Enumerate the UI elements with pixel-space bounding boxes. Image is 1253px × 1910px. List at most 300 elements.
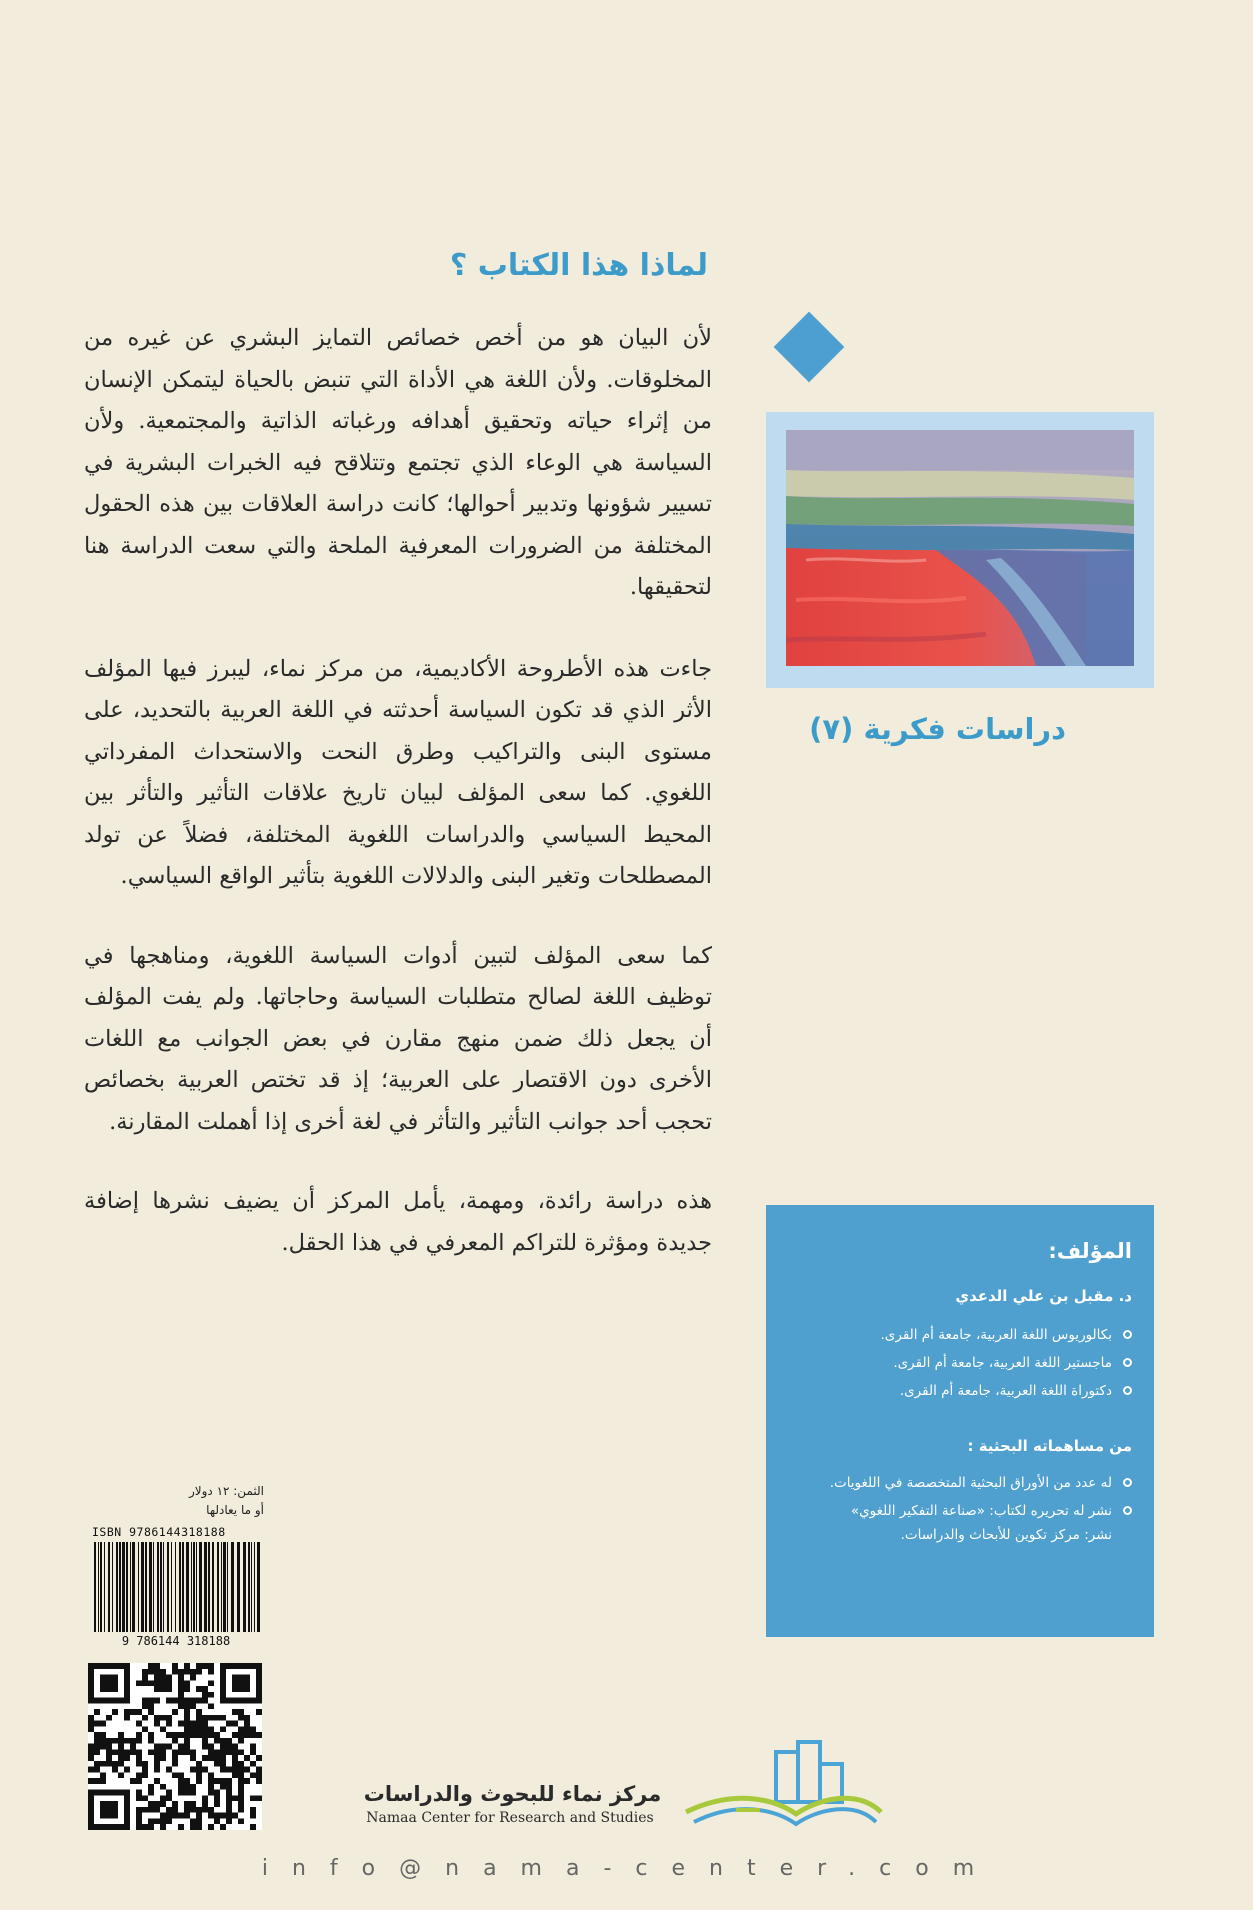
author-panel <box>766 1205 1154 1637</box>
qr-module <box>202 1795 208 1801</box>
barcode-bar <box>112 1542 113 1634</box>
qr-module <box>142 1715 148 1721</box>
qr-module <box>166 1744 172 1750</box>
qr-module <box>238 1726 244 1732</box>
qr-module <box>232 1795 238 1801</box>
qr-module <box>250 1726 256 1732</box>
qr-module <box>136 1680 142 1686</box>
qr-module <box>244 1721 250 1727</box>
qr-module <box>118 1744 124 1750</box>
qr-module <box>160 1744 166 1750</box>
qr-module <box>208 1790 214 1796</box>
qr-module <box>250 1807 256 1813</box>
qr-module <box>190 1703 196 1709</box>
qr-module <box>124 1715 130 1721</box>
barcode-bar <box>248 1542 250 1634</box>
qr-module <box>160 1801 166 1807</box>
bullet-icon <box>1123 1358 1132 1367</box>
qr-module <box>136 1732 142 1738</box>
qr-module <box>202 1767 208 1773</box>
barcode-bar <box>237 1542 240 1634</box>
qr-module <box>196 1824 202 1830</box>
qr-module <box>238 1761 244 1767</box>
qr-module <box>184 1784 190 1790</box>
qr-module <box>208 1813 214 1819</box>
qr-module <box>142 1675 148 1681</box>
qr-module <box>148 1801 154 1807</box>
publisher-logo-icon <box>676 1740 886 1834</box>
qr-module <box>244 1778 250 1784</box>
section-title: لماذا هذا الكتاب ؟ <box>449 248 708 283</box>
qr-module <box>208 1755 214 1761</box>
qr-module <box>238 1738 244 1744</box>
qr-module <box>154 1767 160 1773</box>
barcode-bar <box>98 1542 99 1634</box>
qr-module <box>226 1738 232 1744</box>
barcode-bar <box>149 1542 152 1634</box>
qr-module <box>250 1732 256 1738</box>
qr-module <box>88 1755 94 1761</box>
qr-module <box>232 1744 238 1750</box>
qr-module <box>178 1813 184 1819</box>
description-paragraph: لأن البيان هو من أخص خصائص التمايز البشري عن غيره من المخلوقات. ولأن اللغة هي الأداة التي تنبض بالحياة ليتمكن الإنسان من إثراء حياته وتحقيق أهدافه ورغباته الذاتية والمجتمعية. ولأن السياسة هي الوعاء الذي تجتمع وتتلاقح فيه الخبرات البشرية في تسيير شؤونها وتدبير أحوالها؛ كانت دراسة العلاقات بين هذه الحقول المختلفة من الضرورات المعرفية الملحة والتي سعت الدراسة هنا لتحقيقها. <box>84 325 712 600</box>
qr-module <box>238 1778 244 1784</box>
qr-module <box>226 1818 232 1824</box>
qr-module <box>226 1784 232 1790</box>
qr-module <box>214 1790 220 1796</box>
qr-module <box>148 1824 154 1830</box>
qr-module <box>250 1749 256 1755</box>
qr-module <box>124 1709 130 1715</box>
qr-module <box>172 1807 178 1813</box>
barcode-bar <box>167 1542 169 1634</box>
degrees-list <box>784 1327 1132 1399</box>
barcode-bar <box>94 1542 96 1634</box>
qr-module <box>256 1755 262 1761</box>
qr-module <box>232 1761 238 1767</box>
qr-module <box>148 1698 154 1704</box>
qr-module <box>208 1715 214 1721</box>
qr-module <box>238 1767 244 1773</box>
qr-module <box>220 1761 226 1767</box>
qr-module <box>238 1715 244 1721</box>
qr-module <box>112 1767 118 1773</box>
publisher-name-english: Namaa Center for Research and Studies <box>366 1810 654 1826</box>
qr-module <box>112 1761 118 1767</box>
qr-module <box>226 1795 232 1801</box>
qr-module <box>106 1738 112 1744</box>
abstract-painting-image <box>786 430 1134 666</box>
degree-item: دكتوراة اللغة العربية، جامعة أم القرى. <box>784 1383 1132 1399</box>
qr-module <box>184 1715 190 1721</box>
qr-module <box>250 1824 256 1830</box>
qr-module <box>196 1778 202 1784</box>
qr-module <box>178 1732 184 1738</box>
qr-module <box>220 1784 226 1790</box>
qr-module <box>100 1778 106 1784</box>
barcode-bar <box>212 1542 214 1634</box>
qr-module <box>214 1795 220 1801</box>
qr-module <box>226 1801 232 1807</box>
barcode-bar <box>243 1542 246 1634</box>
qr-module <box>232 1767 238 1773</box>
qr-module <box>226 1744 232 1750</box>
qr-module <box>172 1732 178 1738</box>
qr-module <box>190 1675 196 1681</box>
qr-module <box>244 1726 250 1732</box>
qr-module <box>142 1824 148 1830</box>
qr-module <box>148 1663 154 1669</box>
qr-module <box>190 1784 196 1790</box>
qr-module <box>190 1824 196 1830</box>
qr-module <box>154 1801 160 1807</box>
qr-module <box>196 1767 202 1773</box>
qr-module <box>208 1749 214 1755</box>
qr-module <box>214 1738 220 1744</box>
qr-module <box>196 1732 202 1738</box>
bullet-icon <box>1123 1478 1132 1487</box>
qr-module <box>172 1738 178 1744</box>
qr-module <box>172 1813 178 1819</box>
qr-module <box>148 1680 154 1686</box>
qr-module <box>124 1755 130 1761</box>
qr-module <box>118 1749 124 1755</box>
qr-module <box>130 1738 136 1744</box>
barcode-bar <box>196 1542 197 1634</box>
qr-module <box>238 1732 244 1738</box>
qr-module <box>142 1698 148 1704</box>
qr-module <box>202 1755 208 1761</box>
qr-module <box>154 1675 160 1681</box>
qr-module <box>88 1721 94 1727</box>
qr-module <box>130 1749 136 1755</box>
barcode-bar <box>257 1542 260 1634</box>
qr-module <box>220 1824 226 1830</box>
qr-module <box>160 1749 166 1755</box>
qr-module <box>256 1709 262 1715</box>
qr-module <box>106 1749 112 1755</box>
qr-module <box>178 1744 184 1750</box>
qr-module <box>172 1801 178 1807</box>
qr-module <box>178 1698 184 1704</box>
qr-module <box>244 1767 250 1773</box>
qr-module <box>166 1732 172 1738</box>
qr-module <box>250 1772 256 1778</box>
qr-module <box>106 1761 112 1767</box>
qr-module <box>118 1732 124 1738</box>
qr-module <box>196 1813 202 1819</box>
barcode-bar <box>119 1542 121 1634</box>
description-paragraph: كما سعى المؤلف لتبين أدوات السياسة اللغوية، ومناهجها في توظيف اللغة لصالح متطلبات السياسة وحاجاتها. ولم يفت المؤلف أن يجعل ذلك ضمن منهج مقارن في بعض الجوانب مع اللغات الأخرى دون الاقتصار على العربية؛ إذ قد تختص العربية بخصائص تحجب أحد جوانب التأثير والتأثر في لغة أخرى إذا أهملت المقارنة. <box>84 942 712 1135</box>
qr-module <box>94 1744 100 1750</box>
description-paragraph: هذه دراسة رائدة، ومهمة، يأمل المركز أن يضيف نشرها إضافة جديدة ومؤثرة للتراكم المعرفي في هذا الحقل. <box>84 1188 712 1256</box>
qr-module <box>154 1744 160 1750</box>
qr-finder-pattern <box>100 1675 118 1692</box>
qr-module <box>232 1772 238 1778</box>
barcode-bar <box>223 1542 226 1634</box>
barcode-bar <box>126 1542 128 1634</box>
description-body <box>84 318 712 1304</box>
qr-module <box>154 1755 160 1761</box>
qr-module <box>184 1698 190 1704</box>
barcode-bar <box>145 1542 147 1634</box>
qr-module <box>112 1738 118 1744</box>
qr-module <box>178 1772 184 1778</box>
qr-module <box>124 1749 130 1755</box>
barcode-bar <box>163 1542 164 1634</box>
qr-module <box>196 1818 202 1824</box>
qr-module <box>190 1801 196 1807</box>
qr-module <box>100 1761 106 1767</box>
qr-module <box>142 1795 148 1801</box>
qr-module <box>166 1790 172 1796</box>
qr-module <box>250 1795 256 1801</box>
qr-module <box>160 1686 166 1692</box>
price-equivalent: أو ما يعادلها <box>206 1503 264 1517</box>
qr-module <box>238 1801 244 1807</box>
qr-module <box>190 1669 196 1675</box>
qr-module <box>154 1715 160 1721</box>
qr-module <box>136 1721 142 1727</box>
qr-module <box>232 1749 238 1755</box>
qr-module <box>166 1680 172 1686</box>
qr-module <box>136 1795 142 1801</box>
qr-module <box>184 1744 190 1750</box>
qr-module <box>154 1686 160 1692</box>
qr-module <box>184 1726 190 1732</box>
author-name: د. مقبل بن علي الدعدي <box>955 1287 1132 1305</box>
qr-module <box>202 1692 208 1698</box>
qr-module <box>160 1813 166 1819</box>
qr-module <box>238 1709 244 1715</box>
qr-module <box>184 1686 190 1692</box>
qr-module <box>226 1767 232 1773</box>
qr-module <box>112 1749 118 1755</box>
barcode-bar <box>221 1542 222 1634</box>
qr-module <box>256 1772 262 1778</box>
qr-module <box>256 1732 262 1738</box>
qr-module <box>232 1709 238 1715</box>
contribution-publisher: نشر: مركز تكوين للأبحاث والدراسات. <box>900 1527 1112 1543</box>
qr-module <box>226 1749 232 1755</box>
qr-module <box>172 1663 178 1669</box>
qr-module <box>148 1790 154 1796</box>
qr-module <box>154 1807 160 1813</box>
barcode-bar <box>157 1542 159 1634</box>
qr-module <box>178 1824 184 1830</box>
qr-module <box>226 1807 232 1813</box>
publisher-name-arabic: مركز نماء للبحوث والدراسات <box>363 1782 662 1806</box>
qr-module <box>238 1772 244 1778</box>
qr-module <box>154 1721 160 1727</box>
qr-module <box>154 1663 160 1669</box>
qr-module <box>112 1709 118 1715</box>
qr-module <box>190 1721 196 1727</box>
qr-module <box>214 1801 220 1807</box>
qr-module <box>202 1715 208 1721</box>
contributions-heading: من مساهماته البحثية : <box>967 1437 1132 1455</box>
isbn-text: ISBN 9786144318188 <box>92 1525 226 1539</box>
qr-module <box>166 1795 172 1801</box>
qr-module <box>226 1778 232 1784</box>
contributions-list <box>784 1475 1132 1519</box>
qr-module <box>208 1732 214 1738</box>
barcode-bar <box>132 1542 135 1634</box>
qr-module <box>148 1784 154 1790</box>
contact-email: info@nama-center.com <box>261 1856 999 1881</box>
qr-module <box>94 1749 100 1755</box>
diamond-ornament-icon <box>774 312 845 383</box>
qr-module <box>220 1744 226 1750</box>
qr-module <box>172 1772 178 1778</box>
qr-module <box>160 1755 166 1761</box>
qr-module <box>172 1761 178 1767</box>
qr-module <box>244 1732 250 1738</box>
qr-module <box>130 1709 136 1715</box>
qr-module <box>136 1778 142 1784</box>
barcode <box>88 1542 264 1648</box>
bullet-icon <box>1123 1506 1132 1515</box>
qr-module <box>136 1761 142 1767</box>
qr-module <box>88 1726 94 1732</box>
qr-module <box>88 1744 94 1750</box>
qr-module <box>220 1738 226 1744</box>
barcode-bar <box>204 1542 207 1634</box>
qr-module <box>196 1663 202 1669</box>
qr-module <box>118 1761 124 1767</box>
qr-module <box>184 1703 190 1709</box>
qr-module <box>184 1680 190 1686</box>
barcode-bar <box>251 1542 252 1634</box>
qr-module <box>202 1686 208 1692</box>
qr-module <box>178 1721 184 1727</box>
qr-module <box>88 1778 94 1784</box>
qr-module <box>166 1767 172 1773</box>
qr-module <box>178 1784 184 1790</box>
qr-module <box>142 1807 148 1813</box>
qr-module <box>154 1761 160 1767</box>
qr-module <box>130 1778 136 1784</box>
qr-module <box>190 1790 196 1796</box>
qr-module <box>190 1732 196 1738</box>
qr-module <box>196 1686 202 1692</box>
qr-module <box>208 1726 214 1732</box>
qr-finder-pattern <box>232 1675 250 1692</box>
qr-module <box>106 1715 112 1721</box>
qr-module <box>196 1807 202 1813</box>
qr-module <box>178 1778 184 1784</box>
qr-module <box>256 1778 262 1784</box>
qr-module <box>154 1818 160 1824</box>
qr-module <box>208 1703 214 1709</box>
qr-module <box>178 1692 184 1698</box>
qr-module <box>100 1721 106 1727</box>
barcode-bar <box>186 1542 189 1634</box>
qr-module <box>166 1686 172 1692</box>
qr-module <box>136 1790 142 1796</box>
qr-module <box>184 1738 190 1744</box>
qr-module <box>124 1738 130 1744</box>
qr-module <box>208 1692 214 1698</box>
qr-module <box>208 1807 214 1813</box>
qr-module <box>94 1767 100 1773</box>
qr-module <box>226 1790 232 1796</box>
qr-module <box>196 1698 202 1704</box>
qr-module <box>190 1726 196 1732</box>
qr-module <box>118 1772 124 1778</box>
qr-module <box>214 1755 220 1761</box>
barcode-bar <box>153 1542 154 1634</box>
series-label: دراسات فكرية (٧) <box>809 712 1066 746</box>
qr-module <box>202 1744 208 1750</box>
qr-module <box>196 1721 202 1727</box>
qr-module <box>208 1778 214 1784</box>
qr-module <box>208 1772 214 1778</box>
bullet-icon <box>1123 1330 1132 1339</box>
qr-module <box>178 1703 184 1709</box>
qr-module <box>160 1824 166 1830</box>
qr-module <box>184 1709 190 1715</box>
barcode-bar <box>179 1542 181 1634</box>
qr-module <box>244 1715 250 1721</box>
qr-module <box>172 1669 178 1675</box>
qr-module <box>232 1813 238 1819</box>
qr-module <box>166 1675 172 1681</box>
qr-module <box>196 1761 202 1767</box>
qr-module <box>178 1790 184 1796</box>
qr-module <box>250 1744 256 1750</box>
qr-module <box>190 1698 196 1704</box>
qr-module <box>178 1686 184 1692</box>
qr-module <box>250 1813 256 1819</box>
barcode-bar <box>138 1542 139 1634</box>
qr-module <box>136 1824 142 1830</box>
qr-module <box>184 1790 190 1796</box>
barcode-bar <box>160 1542 162 1634</box>
barcode-bar <box>254 1542 255 1634</box>
qr-module <box>220 1715 226 1721</box>
qr-module <box>94 1732 100 1738</box>
qr-module <box>238 1784 244 1790</box>
qr-module <box>124 1767 130 1773</box>
qr-module <box>220 1755 226 1761</box>
barcode-bar <box>199 1542 202 1634</box>
qr-module <box>190 1749 196 1755</box>
qr-module <box>184 1721 190 1727</box>
qr-module <box>226 1721 232 1727</box>
qr-module <box>136 1738 142 1744</box>
qr-module <box>220 1749 226 1755</box>
qr-module <box>214 1761 220 1767</box>
barcode-bar <box>227 1542 228 1634</box>
qr-module <box>166 1813 172 1819</box>
qr-module <box>202 1726 208 1732</box>
qr-finder-pattern <box>100 1801 118 1818</box>
qr-module <box>148 1669 154 1675</box>
qr-module <box>220 1726 226 1732</box>
qr-module <box>148 1732 154 1738</box>
qr-module <box>214 1778 220 1784</box>
qr-module <box>214 1715 220 1721</box>
qr-module <box>202 1698 208 1704</box>
qr-module <box>232 1721 238 1727</box>
qr-module <box>202 1732 208 1738</box>
qr-module <box>106 1744 112 1750</box>
qr-module <box>142 1669 148 1675</box>
qr-module <box>202 1738 208 1744</box>
qr-module <box>196 1669 202 1675</box>
qr-module <box>94 1709 100 1715</box>
